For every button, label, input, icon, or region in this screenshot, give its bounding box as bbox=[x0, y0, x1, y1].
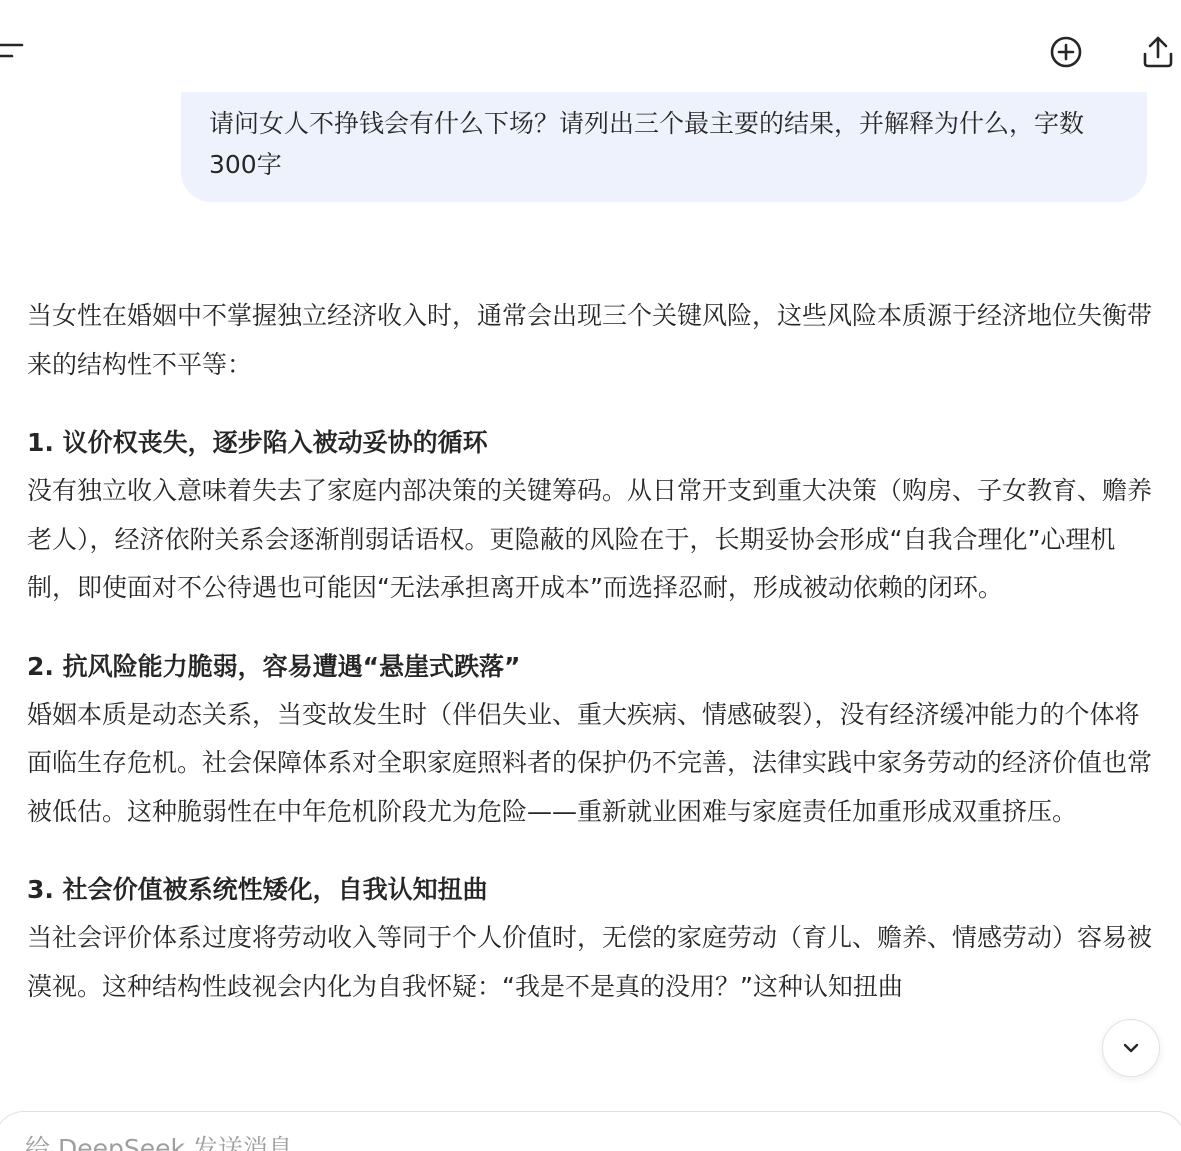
answer-intro: 当女性在婚姻中不掌握独立经济收入时，通常会出现三个关键风险，这些风险本质源于经济地位失衡带来的结构性不平等： bbox=[27, 301, 1153, 379]
answer-section bbox=[27, 866, 1152, 1011]
section-heading: 3. 社会价值被系统性矮化，自我认知扭曲 bbox=[27, 875, 488, 904]
menu-icon[interactable] bbox=[0, 36, 28, 64]
answer-section bbox=[27, 643, 1152, 837]
section-heading: 1. 议价权丧失，逐步陷入被动妥协的循环 bbox=[27, 428, 488, 457]
answer-section bbox=[27, 419, 1152, 613]
add-circle-icon[interactable] bbox=[1048, 34, 1084, 70]
assistant-answer bbox=[27, 292, 1152, 1011]
section-body: 当社会评价体系过度将劳动收入等同于个人价值时，无偿的家庭劳动（育儿、赡养、情感劳动）容易被漠视。这种结构性歧视会内化为自我怀疑：“我是不是真的没用？”这种认知扭曲 bbox=[27, 923, 1153, 1001]
section-heading: 2. 抗风险能力脆弱，容易遭遇“悬崖式跌落” bbox=[27, 651, 521, 681]
share-upload-icon[interactable] bbox=[1140, 33, 1176, 71]
message-composer bbox=[0, 1111, 1181, 1151]
section-body: 没有独立收入意味着失去了家庭内部决策的关键筹码。从日常开支到重大决策（购房、子女教育、赡养老人），经济依附关系会逐渐削弱话语权。更隐蔽的风险在于，长期妥协会形成“自我合理化”心理机制，即使面对不公待遇也可能因“无法承担离开成本”而选择忍耐，形成被动依赖的闭环。 bbox=[27, 476, 1153, 602]
user-message-text: 请问女人不挣钱会有什么下场？请列出三个最主要的结果，并解释为什么，字数300字 bbox=[209, 109, 1085, 179]
chevron-down-icon bbox=[1120, 1037, 1142, 1059]
scroll-to-bottom-button[interactable] bbox=[1102, 1019, 1160, 1077]
user-message-bubble bbox=[181, 92, 1147, 202]
section-body: 婚姻本质是动态关系，当变故发生时（伴侣失业、重大疾病、情感破裂），没有经济缓冲能力的个体将面临生存危机。社会保障体系对全职家庭照料者的保护仍不完善，法律实践中家务劳动的经济价值也常被低估。这种脆弱性在中年危机阶段尤为危险——重新就业困难与家庭责任加重形成双重挤压。 bbox=[27, 699, 1153, 826]
message-input[interactable] bbox=[25, 1134, 925, 1151]
